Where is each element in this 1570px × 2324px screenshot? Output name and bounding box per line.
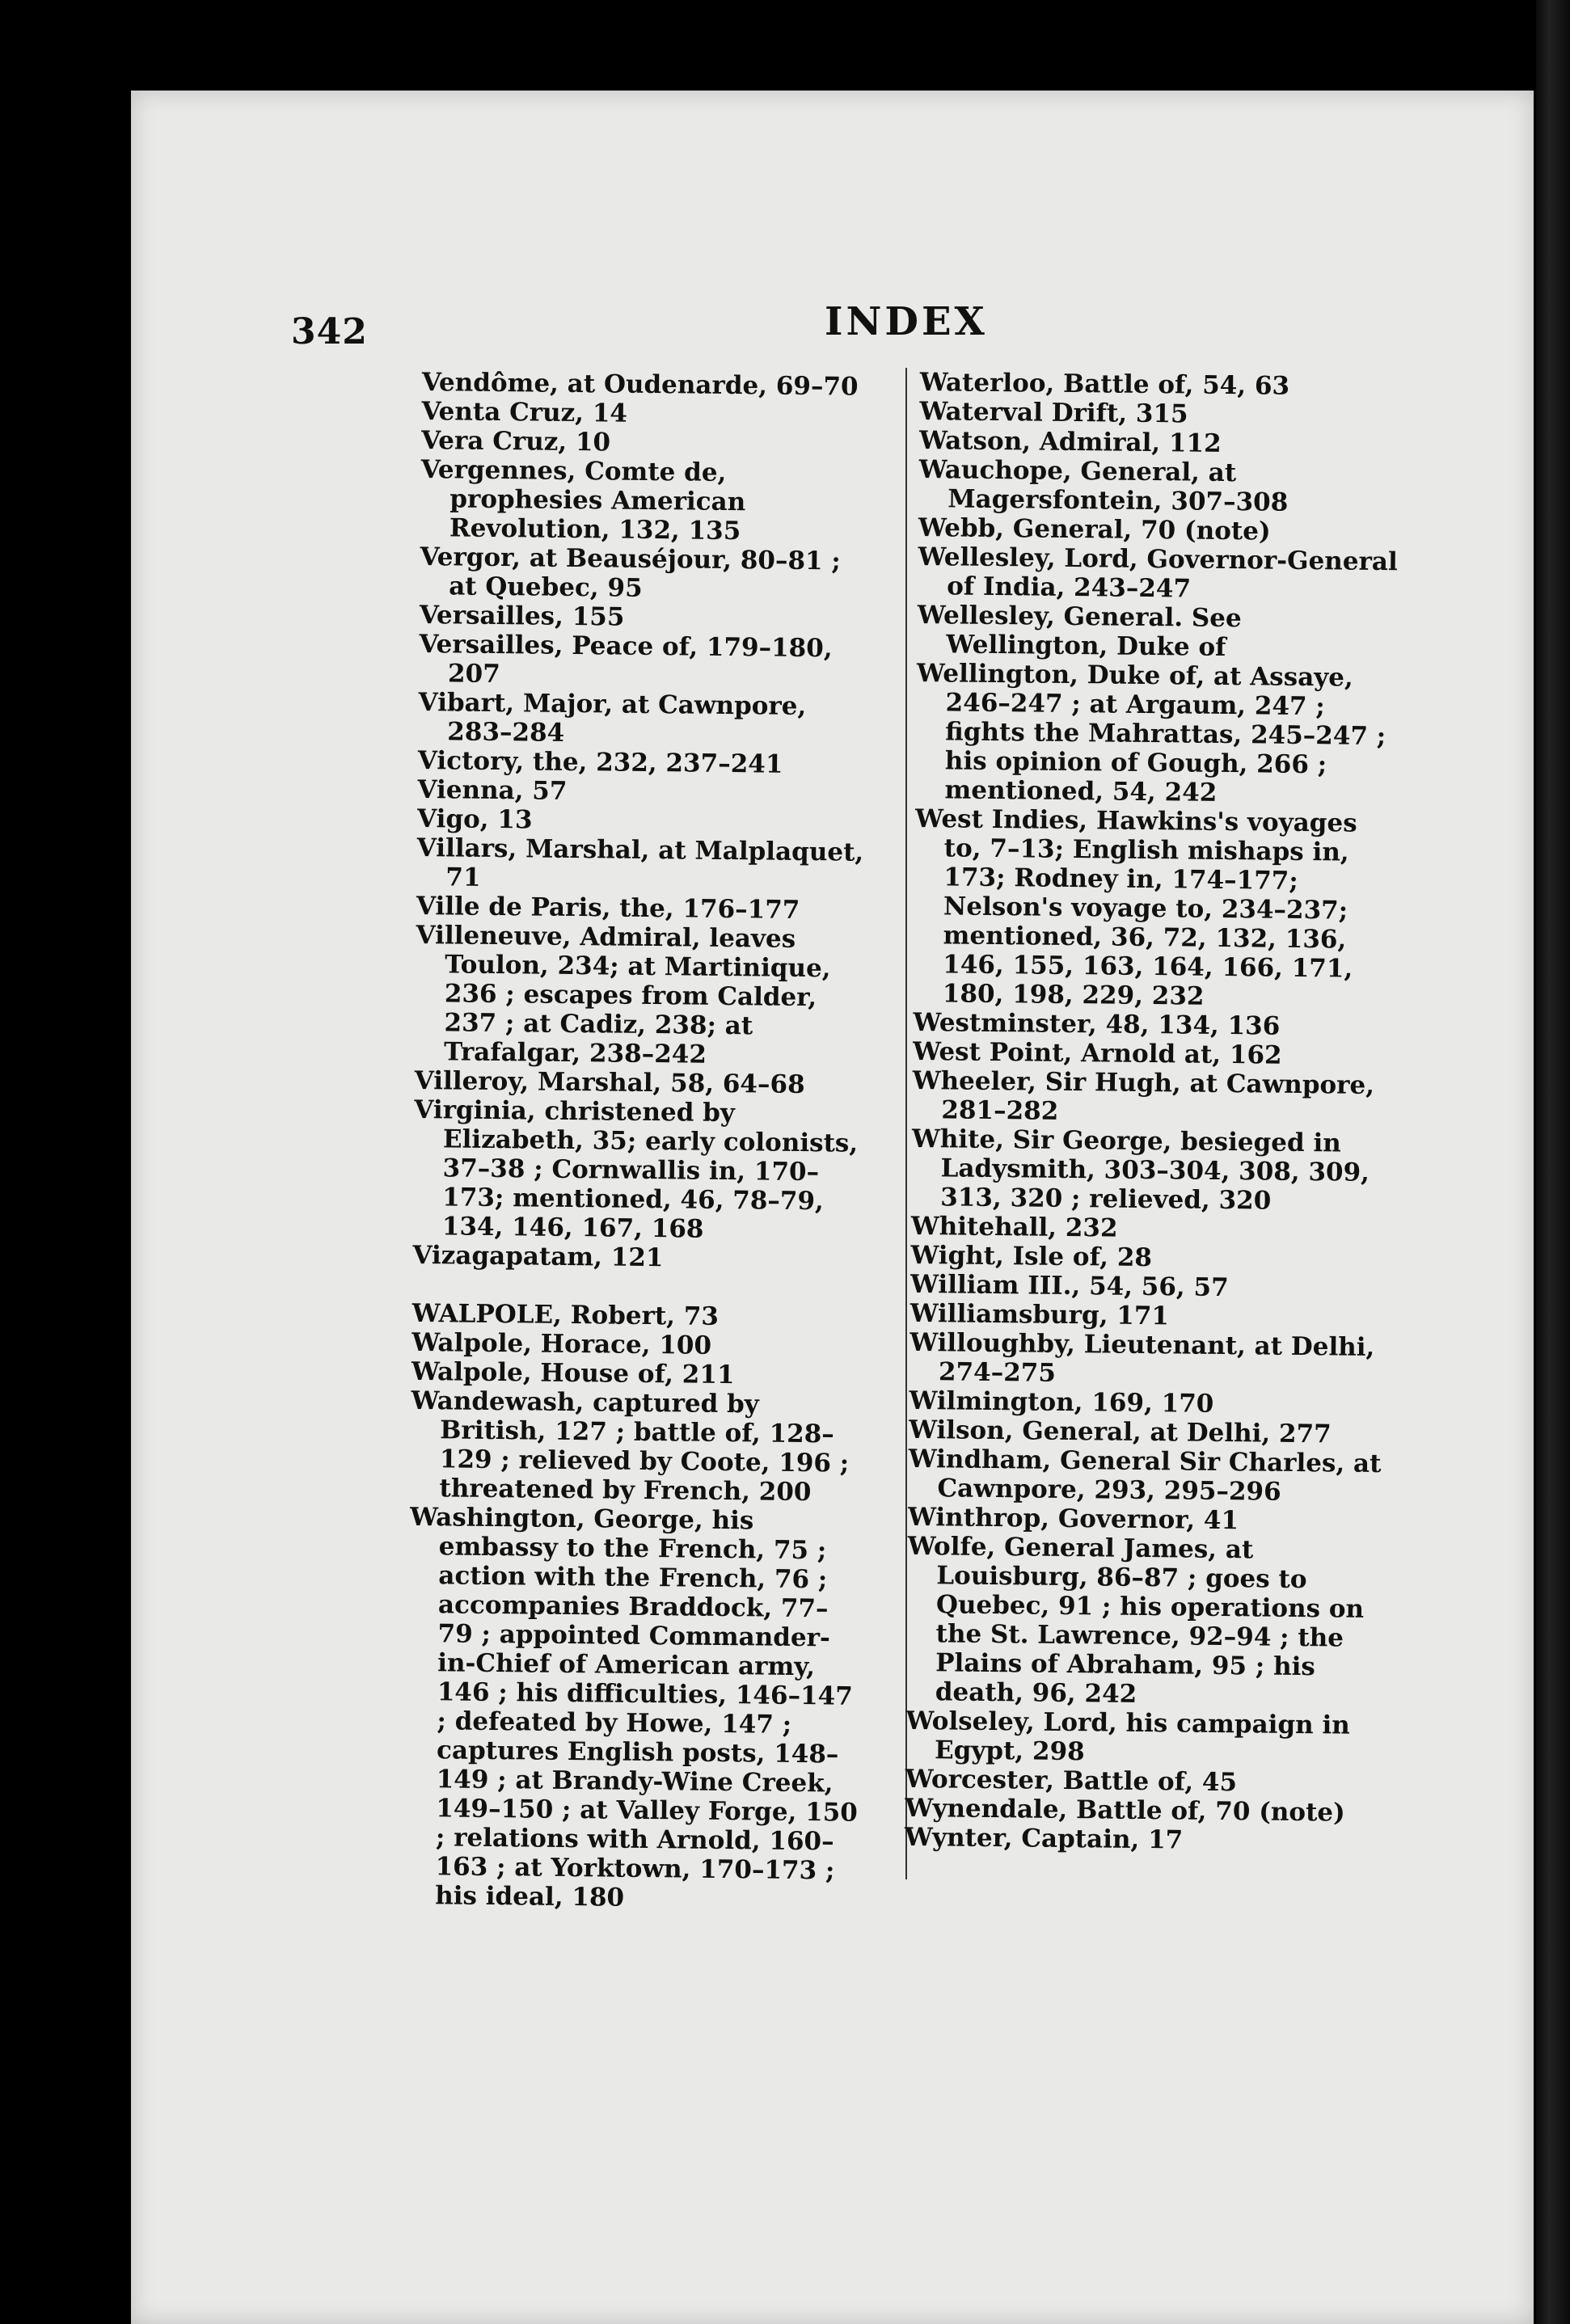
index-entry: Whitehall, 232 xyxy=(910,1211,1118,1243)
index-entry: Vienna, 57 xyxy=(417,774,568,806)
index-entry: West Indies, Hawkins's voyages to, 7–13; English mishaps in, 173; Rodney in, 174–177; Nelson's voyage to, 234–237; mentioned, 36, 72, 132, 136, 146, 155, 163, 164, 166, 171, 180, 198, 229, 232 xyxy=(914,803,1357,1011)
index-entry: Wellesley, Lord, Governor-General of India, 243–247 xyxy=(918,542,1398,604)
index-entry: Wheeler, Sir Hugh, at Cawnpore, 281–282 xyxy=(912,1065,1375,1126)
index-entry: William III., 54, 56, 57 xyxy=(910,1269,1229,1303)
index-entry: Wynter, Captain, 17 xyxy=(904,1822,1184,1855)
index-entry: Waterval Drift, 315 xyxy=(919,396,1188,429)
index-entry: Wilmington, 169, 170 xyxy=(909,1386,1214,1419)
index-entry: Wynendale, Battle of, 70 (note) xyxy=(905,1793,1345,1828)
index-entry: Vibart, Major, at Cawnpore, 283–284 xyxy=(418,687,807,748)
index-entry: Vergor, at Beauséjour, 80–81 ; at Quebec, 95 xyxy=(420,542,842,603)
index-entry: Walpole, Horace, 100 xyxy=(411,1327,712,1360)
index-entry: Wight, Isle of, 28 xyxy=(910,1240,1153,1273)
index-entry: Webb, General, 70 (note) xyxy=(918,512,1271,546)
index-entry: Versailles, Peace of, 179–180, 207 xyxy=(419,629,833,690)
index-entry: Wauchope, General, at Magersfontein, 307–308 xyxy=(918,454,1289,517)
index-entry: Wellesley, General. See Wellington, Duke of xyxy=(917,600,1242,662)
index-entry: Wolseley, Lord, his campaign in Egypt, 298 xyxy=(905,1706,1350,1767)
index-entry: Vigo, 13 xyxy=(416,803,533,835)
index-entry: Walpole, House of, 211 xyxy=(411,1356,735,1390)
index-entry: Vendôme, at Oudenarde, 69–70 xyxy=(421,368,859,402)
index-entry: Wolfe, General James, at Louisburg, 86–87 ; goes to Quebec, 91 ; his operations on the St. Lawrence, 92–94 ; the Plains of Abraham, 95 ; his death, 96, 242 xyxy=(907,1531,1365,1709)
index-column-right xyxy=(905,368,1405,1857)
index-entry: Watson, Admiral, 112 xyxy=(918,425,1222,458)
index-entry: West Point, Arnold at, 162 xyxy=(912,1036,1282,1070)
index-entry: Washington, George, his embassy to the French, 75 ; action with the French, 76 ; accompanies Braddock, 77–79 ; appointed Commander-in-Chief of American army, 146 ; his difficulties, 146–147 ; defeated by Howe, 147 ; captures English posts, 148–149 ; at Brandy-Wine Creek, 149–150 ; at Valley Forge, 150 ; relations with Arnold, 160–163 ; at Yorktown, 170–173 ; his ideal, 180 xyxy=(409,1502,859,1913)
index-entry: Villars, Marshal, at Malplaquet, 71 xyxy=(416,833,864,892)
index-entry: Vizagapatam, 121 xyxy=(412,1240,664,1273)
scan-edge xyxy=(1536,0,1570,2324)
index-entry: Winthrop, Governor, 41 xyxy=(907,1502,1239,1536)
index-entry: Westminster, 48, 134, 136 xyxy=(913,1007,1281,1041)
index-entry: Venta Cruz, 14 xyxy=(421,396,628,428)
index-entry: Williamsburg, 171 xyxy=(910,1298,1170,1331)
index-entry: Villeneuve, Admiral, leaves Toulon, 234; at Martinique, 236 ; escapes from Calder, 237 ; at Cadiz, 238; at Trafalgar, 238–242 xyxy=(416,920,831,1069)
index-entry: Wilson, General, at Delhi, 277 xyxy=(909,1415,1332,1449)
index-entry: Villeroy, Marshal, 58, 64–68 xyxy=(414,1065,805,1100)
index-entry: Wellington, Duke of, at Assaye, 246–247 ; at Argaum, 247 ; fights the Mahrattas, 245–247 ; his opinion of Gough, 266 ; mentioned, 54, 242 xyxy=(916,658,1386,808)
index-entry: Vergennes, Comte de, prophesies American Revolution, 132, 135 xyxy=(420,454,746,546)
index-entry: White, Sir George, besieged in Ladysmith, 303–304, 308, 309, 313, 320 ; relieved, 320 xyxy=(911,1124,1370,1216)
index-entry: Waterloo, Battle of, 54, 63 xyxy=(919,368,1290,401)
page-number: 342 xyxy=(291,311,368,352)
index-entry: Virginia, christened by Elizabeth, 35; early colonists, 37–38 ; Cornwallis in, 170–173; mentioned, 46, 78–79, 134, 146, 167, 168 xyxy=(414,1095,859,1244)
index-entry: Worcester, Battle of, 45 xyxy=(905,1764,1238,1798)
index-entry: Ville de Paris, the, 176–177 xyxy=(416,891,800,925)
index-entry: WALPOLE, Robert, 73 xyxy=(411,1298,720,1331)
running-head: INDEX xyxy=(825,299,988,344)
index-entry: Vera Cruz, 10 xyxy=(420,425,611,458)
index-column-left xyxy=(406,368,875,1915)
index-entry: Wandewash, captured by British, 127 ; battle of, 128–129 ; relieved by Coote, 196 ; threatened by French, 200 xyxy=(411,1386,850,1508)
index-entry: Versailles, 155 xyxy=(419,600,625,632)
index-entry: Windham, General Sir Charles, at Cawnpore, 293, 295–296 xyxy=(908,1444,1382,1507)
index-entry: Victory, the, 232, 237–241 xyxy=(417,745,783,779)
index-entry: Willoughby, Lieutenant, at Delhi, 274–275 xyxy=(910,1327,1375,1388)
